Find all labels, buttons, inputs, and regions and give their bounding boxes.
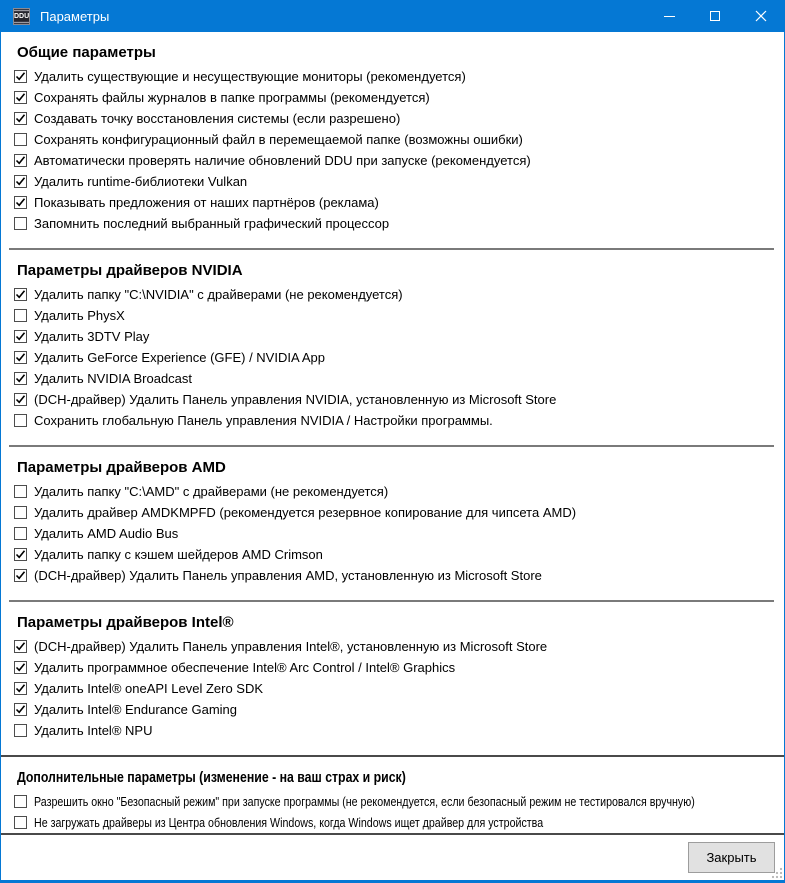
checkbox-label: Удалить AMD Audio Bus — [34, 526, 179, 541]
checkbox-checked[interactable] — [14, 372, 27, 385]
checkbox-option-row[interactable] — [1, 284, 784, 305]
checkbox-option-row[interactable] — [1, 720, 784, 741]
options-section — [1, 757, 784, 833]
minimize-button[interactable] — [646, 0, 692, 32]
checkbox-label: Не загружать драйверы из Центра обновления Windows, когда Windows ищет драйвер для устройства — [34, 815, 544, 830]
close-window-button[interactable] — [738, 0, 784, 32]
checkbox-label: Автоматически проверять наличие обновлений DDU при запуске (рекомендуется) — [34, 153, 531, 168]
checkbox-label: Удалить runtime-библиотеки Vulkan — [34, 174, 248, 189]
checkbox-label: Удалить Intel® oneAPI Level Zero SDK — [34, 681, 264, 696]
options-section — [1, 32, 784, 234]
checkbox-label: (DCH-драйвер) Удалить Панель управления Intel®, установленную из Microsoft Store — [34, 639, 548, 654]
check-mark-icon — [15, 331, 26, 342]
checkbox-unchecked[interactable] — [14, 724, 27, 737]
check-mark-icon — [15, 71, 26, 82]
check-mark-icon — [15, 641, 26, 652]
checkbox-option-row[interactable] — [1, 213, 784, 234]
checkbox-unchecked[interactable] — [14, 795, 27, 808]
checkbox-unchecked[interactable] — [14, 506, 27, 519]
checkbox-unchecked[interactable] — [14, 485, 27, 498]
section-title-text: Параметры драйверов AMD — [17, 459, 226, 476]
ddu-app-icon — [13, 8, 30, 25]
checkbox-option-row[interactable] — [1, 108, 784, 129]
check-mark-icon — [15, 570, 26, 581]
checkbox-checked[interactable] — [14, 70, 27, 83]
checkbox-checked[interactable] — [14, 112, 27, 125]
section-title-text: Общие параметры — [17, 44, 156, 61]
checkbox-checked[interactable] — [14, 154, 27, 167]
checkbox-checked[interactable] — [14, 661, 27, 674]
check-mark-icon — [15, 683, 26, 694]
checkbox-unchecked[interactable] — [14, 414, 27, 427]
check-mark-icon — [15, 289, 26, 300]
checkbox-label: Сохранять конфигурационный файл в перемещаемой папке (возможны ошибки) — [34, 132, 523, 147]
checkbox-checked[interactable] — [14, 569, 27, 582]
checkbox-option-row[interactable] — [1, 699, 784, 720]
checkbox-label: Создавать точку восстановления системы (если разрешено) — [34, 111, 401, 126]
checkbox-label: Удалить папку "C:\AMD" с драйверами (не рекомендуется) — [34, 484, 389, 499]
check-mark-icon — [15, 176, 26, 187]
checkbox-label: (DCH-драйвер) Удалить Панель управления NVIDIA, установленную из Microsoft Store — [34, 392, 557, 407]
options-section — [1, 250, 784, 431]
checkbox-label: Удалить существующие и несуществующие мониторы (рекомендуется) — [34, 69, 466, 84]
maximize-icon — [710, 11, 720, 21]
checkbox-label: Сохранять файлы журналов в папке программы (рекомендуется) — [34, 90, 430, 105]
resize-grip-icon[interactable] — [770, 866, 783, 879]
check-mark-icon — [15, 352, 26, 363]
checkbox-option-row[interactable] — [1, 410, 784, 431]
checkbox-label: Показывать предложения от наших партнёров (реклама) — [34, 195, 379, 210]
checkbox-label: (DCH-драйвер) Удалить Панель управления AMD, установленную из Microsoft Store — [34, 568, 542, 583]
close-dialog-button[interactable]: Закрыть — [688, 842, 775, 873]
checkbox-label: Сохранить глобальную Панель управления NVIDIA / Настройки программы. — [34, 413, 493, 428]
checkbox-option-row[interactable] — [1, 347, 784, 368]
options-sections — [1, 32, 784, 833]
check-mark-icon — [15, 92, 26, 103]
checkbox-label: Удалить программное обеспечение Intel® Arc Control / Intel® Graphics — [34, 660, 456, 675]
ddu-icon-stripe-top — [14, 9, 29, 12]
options-section — [1, 602, 784, 741]
checkbox-label: Удалить Intel® NPU — [34, 723, 153, 738]
checkbox-option-row[interactable] — [1, 171, 784, 192]
checkbox-option-row[interactable] — [1, 389, 784, 410]
minimize-icon — [664, 16, 675, 17]
checkbox-checked[interactable] — [14, 196, 27, 209]
section-title — [1, 32, 784, 66]
section-title-text: Параметры драйверов Intel® — [17, 614, 234, 631]
ddu-icon-text: DDU — [14, 12, 30, 20]
checkbox-label: Удалить драйвер AMDKMPFD (рекомендуется резервное копирование для чипсета AMD) — [34, 505, 577, 520]
checkbox-option-row[interactable] — [1, 544, 784, 565]
check-mark-icon — [15, 113, 26, 124]
checkbox-option-row[interactable] — [1, 565, 784, 586]
checkbox-checked[interactable] — [14, 175, 27, 188]
checkbox-label: Удалить папку "C:\NVIDIA" с драйверами (не рекомендуется) — [34, 287, 403, 302]
window-title: Параметры — [40, 8, 110, 24]
section-title — [1, 250, 784, 284]
checkbox-unchecked[interactable] — [14, 133, 27, 146]
checkbox-label: Удалить PhysX — [34, 308, 125, 323]
checkbox-label: Удалить NVIDIA Broadcast — [34, 371, 193, 386]
checkbox-checked[interactable] — [14, 682, 27, 695]
checkbox-checked[interactable] — [14, 640, 27, 653]
checkbox-option-row[interactable] — [1, 368, 784, 389]
checkbox-label: Разрешить окно "Безопасный режим" при запуске программы (не рекомендуется, если безопасный режим не тестировался вручную) — [34, 794, 695, 809]
checkbox-unchecked[interactable] — [14, 309, 27, 322]
checkbox-option-row[interactable] — [1, 150, 784, 171]
checkbox-checked[interactable] — [14, 703, 27, 716]
checkbox-label: Удалить GeForce Experience (GFE) / NVIDIA App — [34, 350, 325, 365]
checkbox-option-row[interactable] — [1, 502, 784, 523]
checkbox-option-row[interactable] — [1, 812, 784, 833]
checkbox-label: Удалить 3DTV Play — [34, 329, 150, 344]
checkbox-option-row[interactable] — [1, 523, 784, 544]
check-mark-icon — [15, 662, 26, 673]
check-mark-icon — [15, 394, 26, 405]
check-mark-icon — [15, 197, 26, 208]
section-title — [1, 602, 784, 636]
checkbox-option-row[interactable] — [1, 481, 784, 502]
checkbox-label: Удалить Intel® Endurance Gaming — [34, 702, 238, 717]
maximize-button[interactable] — [692, 0, 738, 32]
section-title-text: Параметры драйверов NVIDIA — [17, 262, 243, 279]
checkbox-unchecked[interactable] — [14, 217, 27, 230]
checkbox-label: Удалить папку с кэшем шейдеров AMD Crimson — [34, 547, 323, 562]
checkbox-option-row[interactable] — [1, 305, 784, 326]
checkbox-unchecked[interactable] — [14, 527, 27, 540]
checkbox-label: Запомнить последний выбранный графический процессор — [34, 216, 390, 231]
check-mark-icon — [15, 549, 26, 560]
section-title — [1, 447, 784, 481]
checkbox-option-row[interactable] — [1, 678, 784, 699]
check-mark-icon — [15, 155, 26, 166]
checkbox-option-row[interactable] — [1, 192, 784, 213]
checkbox-checked[interactable] — [14, 351, 27, 364]
checkbox-checked[interactable] — [14, 288, 27, 301]
checkbox-checked[interactable] — [14, 548, 27, 561]
checkbox-unchecked[interactable] — [14, 816, 27, 829]
ddu-icon-stripe-bottom — [14, 21, 29, 24]
checkbox-option-row[interactable] — [1, 326, 784, 347]
checkbox-option-row[interactable] — [1, 657, 784, 678]
section-title — [1, 757, 784, 791]
check-mark-icon — [15, 373, 26, 384]
footer-bar — [1, 833, 784, 880]
check-mark-icon — [15, 704, 26, 715]
titlebar[interactable] — [1, 0, 784, 32]
close-icon — [755, 10, 767, 22]
checkbox-option-row[interactable] — [1, 636, 784, 657]
section-title-text: Дополнительные параметры (изменение - на ваш страх и риск) — [17, 769, 406, 786]
checkbox-checked[interactable] — [14, 393, 27, 406]
checkbox-option-row[interactable] — [1, 129, 784, 150]
options-section — [1, 447, 784, 586]
checkbox-option-row[interactable] — [1, 87, 784, 108]
checkbox-checked[interactable] — [14, 91, 27, 104]
checkbox-option-row[interactable] — [1, 791, 784, 812]
checkbox-checked[interactable] — [14, 330, 27, 343]
checkbox-option-row[interactable] — [1, 66, 784, 87]
